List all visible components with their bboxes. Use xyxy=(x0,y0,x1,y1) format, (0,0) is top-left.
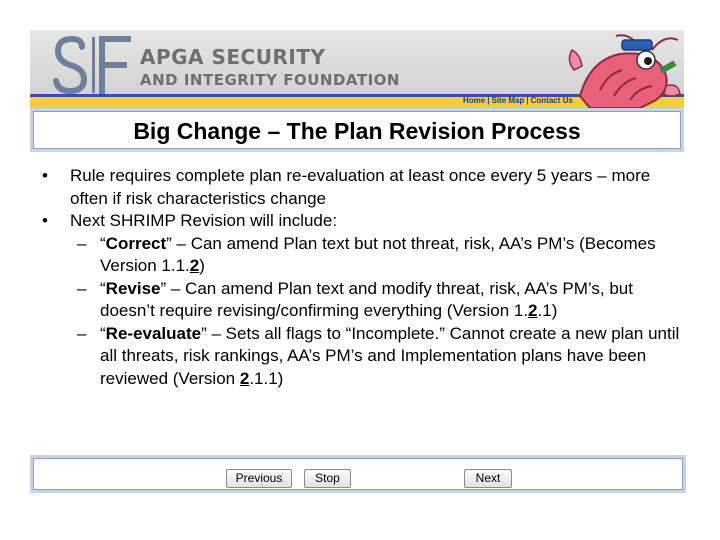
quote-open: “ xyxy=(100,323,106,343)
slide-content xyxy=(30,165,690,390)
slide-title-box xyxy=(30,108,684,152)
sub-bullet-correct xyxy=(30,233,690,278)
version-highlight: 2 xyxy=(239,368,250,388)
org-name-line2: AND INTEGRITY FOUNDATION xyxy=(140,71,400,89)
nav-separator: | xyxy=(487,96,490,105)
sub-bullet-text-end: ) xyxy=(199,256,205,275)
sub-bullet-text: ” – Can amend Plan text but not threat, risk, AA’s PM’s (Becomes Version 1.1. xyxy=(100,233,656,275)
sub-bullet-marker: – xyxy=(77,323,87,343)
nav-link-home[interactable]: Home xyxy=(463,96,486,105)
sub-bullet-text: ” – Can amend Plan text and modify threat, risk, AA’s PM’s, but doesn’t require revising/confirming everything (Version 1. xyxy=(100,278,633,320)
sub-bullet-text-end: .1) xyxy=(537,301,558,320)
keyword-revise: Revise xyxy=(105,278,161,298)
sub-bullet-text-end: .1.1) xyxy=(249,368,284,388)
quote-open: “ xyxy=(100,278,106,298)
version-highlight: 2 xyxy=(189,256,200,275)
slide-title: Big Change – The Plan Revision Process xyxy=(133,118,581,144)
bullet-item xyxy=(30,210,690,233)
sub-bullet-text: ” – Sets all flags to “Incomplete.” Cannot create a new plan until all threats, risk rankings, AA’s PM’s and Implementation plans have been reviewed (Version xyxy=(100,323,680,388)
keyword-correct: Correct xyxy=(105,233,167,253)
org-name-line1: APGA SECURITY xyxy=(140,45,326,69)
sub-bullet-marker: – xyxy=(77,233,87,253)
keyword-re-evaluate: Re-evaluate xyxy=(105,323,202,343)
organization-name xyxy=(140,46,400,92)
slide-navigation-bar xyxy=(30,455,686,493)
nav-separator: | xyxy=(526,96,529,105)
quote-open: “ xyxy=(100,233,106,253)
bullet-text: Next SHRIMP Revision will include: xyxy=(70,211,338,230)
sif-logo-icon xyxy=(52,35,134,95)
header-banner xyxy=(30,30,684,108)
shrimp-mascot-icon xyxy=(560,30,684,108)
sub-bullet-re-evaluate xyxy=(30,323,690,391)
previous-button[interactable]: Previous xyxy=(226,469,292,488)
nav-link-site-map[interactable]: Site Map xyxy=(491,96,525,105)
version-highlight: 2 xyxy=(528,301,538,320)
stop-button[interactable]: Stop xyxy=(304,469,351,488)
bullet-marker: • xyxy=(42,166,48,185)
bullet-text: Rule requires complete plan re-evaluation at least once every 5 years – more often if risk characteristics change xyxy=(70,166,651,208)
title-frame xyxy=(33,111,681,149)
sub-bullet-marker: – xyxy=(77,278,87,298)
sub-bullet-revise xyxy=(30,278,690,323)
next-button[interactable]: Next xyxy=(464,469,512,488)
bullet-marker: • xyxy=(42,211,48,230)
bullet-item xyxy=(30,165,690,210)
nav-link-contact-us[interactable]: Contact Us xyxy=(530,96,573,105)
header-nav-links xyxy=(463,96,573,108)
navigation-frame xyxy=(33,458,683,490)
